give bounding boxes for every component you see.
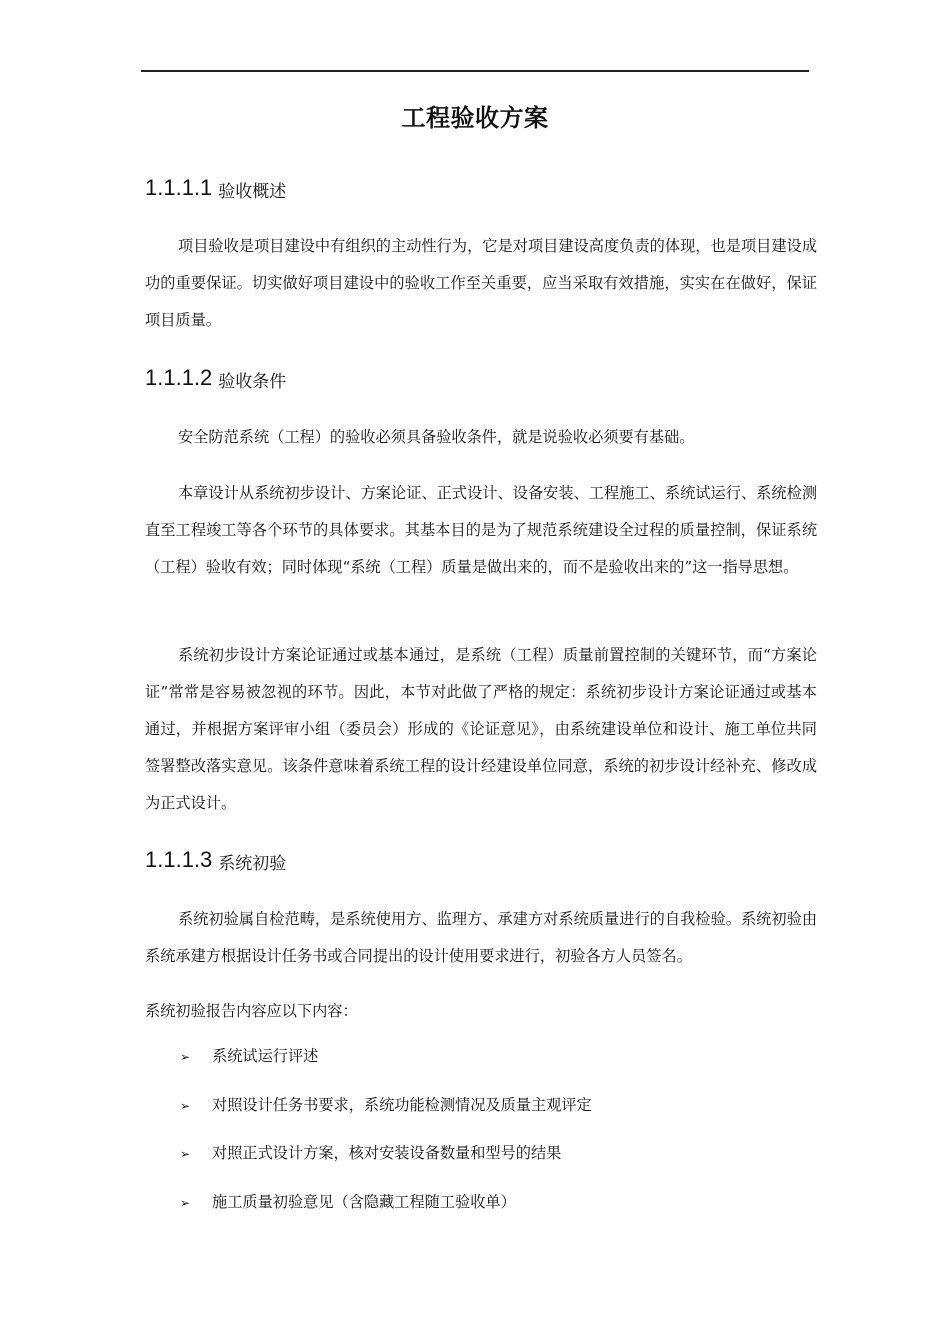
list-item-text: 系统试运行评述 (212, 1047, 319, 1065)
section-title: 验收条件 (218, 372, 287, 392)
arrow-bullet-icon: ➢ (180, 1099, 191, 1113)
list-item-text: 对照设计任务书要求，系统功能检测情况及质量主观评定 (212, 1096, 592, 1114)
arrow-bullet-icon: ➢ (180, 1196, 191, 1210)
section-number: 1.1.1.3 (145, 847, 213, 872)
section-number: 1.1.1.2 (145, 365, 213, 390)
list-item-text: 施工质量初验意见（含隐藏工程随工验收单） (212, 1193, 516, 1211)
arrow-bullet-icon: ➢ (180, 1147, 191, 1161)
list-item (180, 1188, 800, 1217)
list-item (180, 1091, 800, 1120)
list-item-text: 对照正式设计方案，核对安装设备数量和型号的结果 (212, 1144, 562, 1162)
paragraph: 项目验收是项目建设中有组织的主动性行为，它是对项目建设高度负责的体现，也是项目建设成功的重要保证。切实做好项目建设中的验收工作至关重要，应当采取有效措施，实实在在做好，保证项目质量。 (145, 237, 817, 329)
section-heading-overview (145, 174, 286, 206)
list-item (180, 1042, 800, 1071)
paragraph: 安全防范系统（工程）的验收必须具备验收条件，就是说验收必须要有基础。 (178, 428, 695, 446)
section-heading-conditions (145, 364, 286, 396)
section-heading-initial-inspection (145, 846, 286, 878)
paragraph: 系统初验报告内容应以下内容： (145, 1002, 358, 1020)
paragraph: 本章设计从系统初步设计、方案论证、正式设计、设备安装、工程施工、系统试运行、系统检测直至工程竣工等各个环节的具体要求。其基本目的是为了规范系统建设全过程的质量控制，保证系统（工程）验收有效；同时体现“系统（工程）质量是做出来的，而不是验收出来的”这一指导思想。 (145, 484, 817, 576)
paragraph: 系统初验属自检范畴，是系统使用方、监理方、承建方对系统质量进行的自我检验。系统初验由系统承建方根据设计任务书或合同提出的设计使用要求进行，初验各方人员签名。 (145, 910, 817, 965)
document-title: 工程验收方案 (401, 104, 549, 132)
section-title: 验收概述 (218, 182, 287, 202)
list-item (180, 1139, 800, 1168)
header-rule (141, 70, 809, 72)
arrow-bullet-icon: ➢ (180, 1050, 191, 1064)
section-title: 系统初验 (218, 854, 287, 874)
section-number: 1.1.1.1 (145, 175, 213, 200)
paragraph: 系统初步设计方案论证通过或基本通过，是系统（工程）质量前置控制的关键环节，而“方案论证”常常是容易被忽视的环节。因此，本节对此做了严格的规定：系统初步设计方案论证通过或基本通过，并根据方案评审小组（委员会）形成的《论证意见》，由系统建设单位和设计、施工单位共同签署整改落实意见。该条件意味着系统工程的设计经建设单位同意，系统的初步设计经补充、修改成为正式设计。 (145, 646, 817, 812)
